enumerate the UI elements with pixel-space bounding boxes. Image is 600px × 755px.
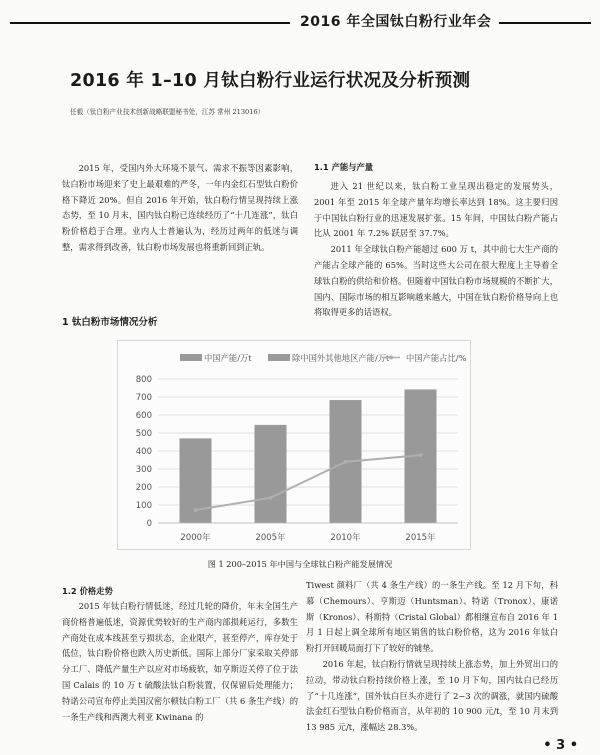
legend-swatch (268, 354, 290, 361)
y-tick-label: 200 (135, 483, 152, 493)
legend-marker (389, 356, 393, 360)
section-1-2-body-left: 2015 年钛白粉行情低迷，经过几轮的降价，年末全国生产商价格普遍低迷，资源优势较好的生产商内部损耗运行，多数生产商处在成本线甚至亏损状态，企业限产，甚至停产，库存处于低位，钛白粉价格也跌入历史新低。国际上部分厂家采取关停部分工厂、降低产量生产以应对市场疲软，如亨斯迈关停了位于法国 Calais 的 10 万 t 硫酸法钛白粉装置，仅保留后处理能力；特诺公司宣布停止美国汉密尔顿钛白粉工厂（共 6 条生产线）的一条生产线和西澳大利亚 Kwinana 的 (62, 601, 298, 722)
x-tick-label: 2005年 (255, 533, 286, 543)
intro-paragraph: 2015 年，受国内外大环境不景气、需求不振等因素影响，钛白粉市场迎来了史上最艰难的严冬，一年内金红石型钛白粉价格下降近 20%。但自 2016 年开始，钛白粉行情呈现持续上涨态势，至 10 月末，国内钛白粉已连续经历了“十几连涨”，钛白粉价格趋于合理。业内人士普遍认为，经历过两年的低迷与调整，需求得到改善，钛白粉市场发展也将重新回到正轨。 (62, 163, 298, 252)
legend-label: 除中国外其他地区产能/万t (292, 353, 390, 363)
x-tick-label: 2010年 (330, 533, 361, 543)
y-tick-label: 600 (135, 411, 152, 421)
page-number: • 3 • (543, 738, 578, 753)
y-tick-label: 500 (135, 429, 152, 439)
y-tick-label: 100 (135, 501, 152, 511)
section-1-2-heading: 1.2 价格走势 (62, 586, 113, 596)
section-1-2-body-right (306, 578, 558, 736)
section-1-2-continued: Tiwest 颜料厂（共 4 条生产线）的一条生产线。至 12 月下旬，科慕（Chemours）、亨斯迈（Huntsman）、特诺（Tronox）、康诺斯（Kronos）、科斯特（Cristal Global）都相继宣布自 2016 年 1 月 1 日起上调全球所有地区销售的钛白粉价格，这为 2016 年钛白粉打开回暖局面打下了较好的铺垫。 (306, 580, 558, 654)
header-rule-right (499, 22, 591, 24)
capacity-chart (117, 340, 471, 550)
section-1-1-para-2: 2011 年全球钛白粉产能超过 600 万 t，其中前七大生产商的产能占全球产能的 65%。当时这些大公司在很大程度上主导着全球钛白粉的供给和价格。但随着中国钛白粉市场规模的不断扩大，国内、国际市场的相互影响越来越大，中国在钛白粉价格导向上也将取得更多的话语权。 (314, 244, 558, 318)
y-tick-label: 800 (135, 375, 152, 385)
y-tick-label: 0 (146, 519, 152, 529)
share-point (419, 453, 423, 457)
y-tick-label: 700 (135, 393, 152, 403)
y-tick-label: 400 (135, 447, 152, 457)
share-point (344, 460, 348, 464)
y-tick-label: 300 (135, 465, 152, 475)
share-line (196, 455, 421, 510)
section-1-2-para-3: 2016 年起，钛白粉行情就呈现持续上涨态势，加上外贸出口的拉动，带动钛白粉持续价格上涨，至 10 月下旬，国内钛白已经历了“十几连涨”，国外钛白巨头亦进行了 2~3 次的调涨，就国内硫酸法金红石型钛白粉价格而言，从年初的 10 900 元/t，至 10 月末到 13 985 元/t，涨幅达 28.3%。 (306, 658, 558, 733)
article-author: 任毅（钛白粉产业技术创新战略联盟秘书处，江苏 常州 213016） (70, 108, 265, 116)
share-point (194, 508, 198, 512)
share-point (269, 496, 273, 500)
capacity-chart-svg (118, 341, 470, 549)
figure-caption: 图 1 200–2015 年中国与全球钛白粉产能发展情况 (207, 559, 393, 569)
article-title: 2016 年 1–10 月钛白粉行业运行状况及分析预测 (70, 71, 471, 91)
x-tick-label: 2015年 (405, 533, 436, 543)
journal-header: 2016 年全国钛白粉行业年会 (300, 14, 492, 30)
section-1-1-body (314, 179, 558, 321)
section-1-heading: 1 钛白粉市场情况分析 (62, 317, 158, 328)
section-1-1-para-1: 进入 21 世纪以来，钛白粉工业呈现出稳定的发展势头，2001 年至 2015 年全球产量年均增长率达到 18%。这主要归因于中国钛白粉行业的迅速发展扩张。15 年间，中国钛白粉产能占比从 2001 年 7.2% 跃居至 37.7%。 (314, 181, 558, 239)
bar (255, 425, 287, 523)
legend-label: 中国产能占比/% (406, 353, 467, 363)
section-1-1-heading: 1.1 产能与产量 (314, 162, 374, 172)
legend-swatch (180, 354, 202, 361)
legend-label: 中国产能/万t (204, 353, 252, 363)
x-tick-label: 2000年 (180, 533, 211, 543)
header-rule-left (10, 22, 290, 24)
